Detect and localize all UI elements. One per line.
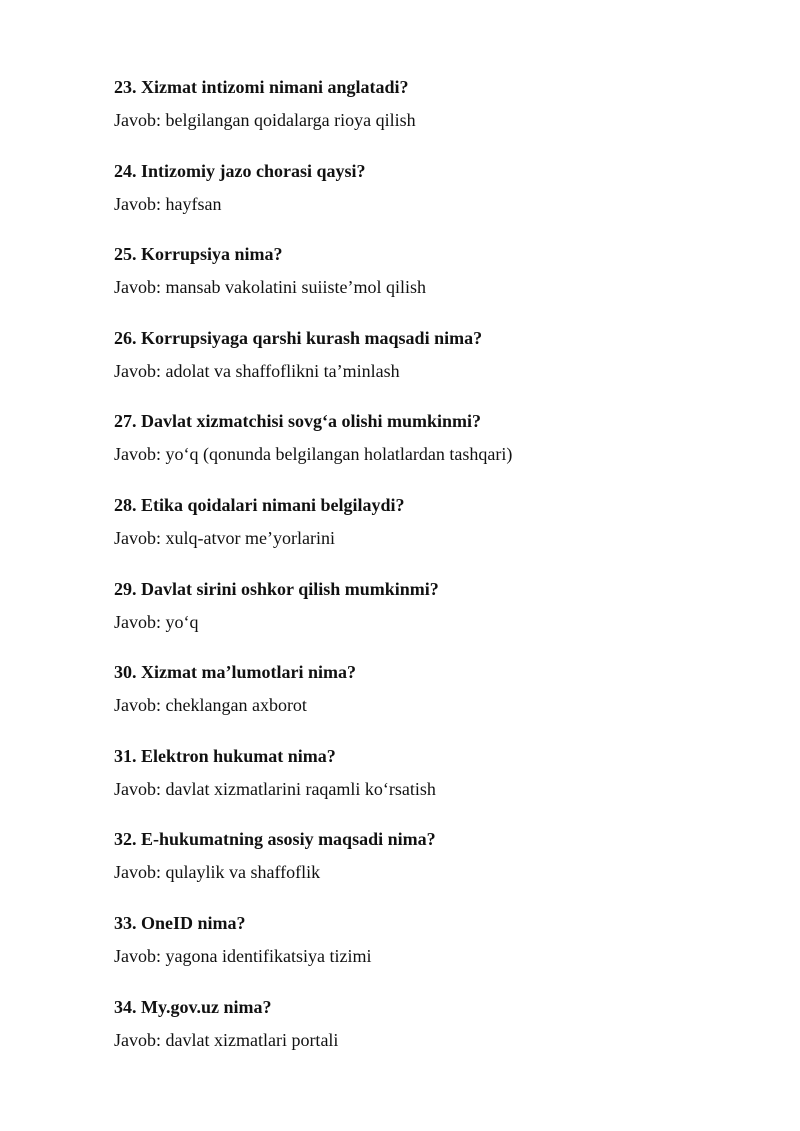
answer-text: Javob: belgilangan qoidalarga rioya qilish <box>114 110 416 130</box>
question-text: 24. Intizomiy jazo chorasi qaysi? <box>114 160 366 181</box>
question-text: 26. Korrupsiyaga qarshi kurash maqsadi nima? <box>114 327 483 348</box>
qa-item <box>114 660 754 744</box>
answer-text: Javob: cheklangan axborot <box>114 695 307 716</box>
qa-item <box>114 911 754 995</box>
question-text: 23. Xizmat intizomi nimani anglatadi? <box>114 77 409 97</box>
qa-item <box>114 75 754 159</box>
qa-item <box>114 577 754 661</box>
question-text: 32. E-hukumatning asosiy maqsadi nima? <box>114 829 436 850</box>
question-text: 28. Etika qoidalari nimani belgilaydi? <box>114 494 405 515</box>
answer-text: Javob: qulaylik va shaffoflik <box>114 862 321 883</box>
qa-item <box>114 242 754 326</box>
question-text: 27. Davlat xizmatchisi sovg‘a olishi mumkinmi? <box>114 411 482 432</box>
answer-text: Javob: yagona identifikatsiya tizimi <box>114 945 372 966</box>
qa-item <box>114 493 754 577</box>
answer-text: Javob: davlat xizmatlari portali <box>114 1029 339 1050</box>
answer-text: Javob: yo‘q <box>114 611 199 632</box>
answer-text: Javob: yo‘q (qonunda belgilangan holatlardan tashqari) <box>114 444 513 465</box>
answer-text: Javob: adolat va shaffoflikni ta’minlash <box>114 360 400 381</box>
qa-item <box>114 159 754 243</box>
qa-item <box>114 326 754 410</box>
qa-item <box>114 744 754 828</box>
qa-item <box>114 995 754 1079</box>
answer-text: Javob: mansab vakolatini suiiste’mol qilish <box>114 277 426 298</box>
answer-text: Javob: hayfsan <box>114 193 222 214</box>
question-text: 30. Xizmat ma’lumotlari nima? <box>114 662 356 683</box>
question-text: 34. My.gov.uz nima? <box>114 996 272 1017</box>
question-text: 33. OneID nima? <box>114 912 246 933</box>
answer-text: Javob: xulq-atvor me’yorlarini <box>114 527 335 548</box>
answer-text: Javob: davlat xizmatlarini raqamli ko‘rsatish <box>114 778 436 799</box>
question-text: 29. Davlat sirini oshkor qilish mumkinmi? <box>114 578 439 599</box>
qa-item <box>114 827 754 911</box>
qa-item <box>114 409 754 493</box>
question-text: 25. Korrupsiya nima? <box>114 244 283 265</box>
question-text: 31. Elektron hukumat nima? <box>114 745 336 766</box>
qa-list <box>114 75 754 1078</box>
